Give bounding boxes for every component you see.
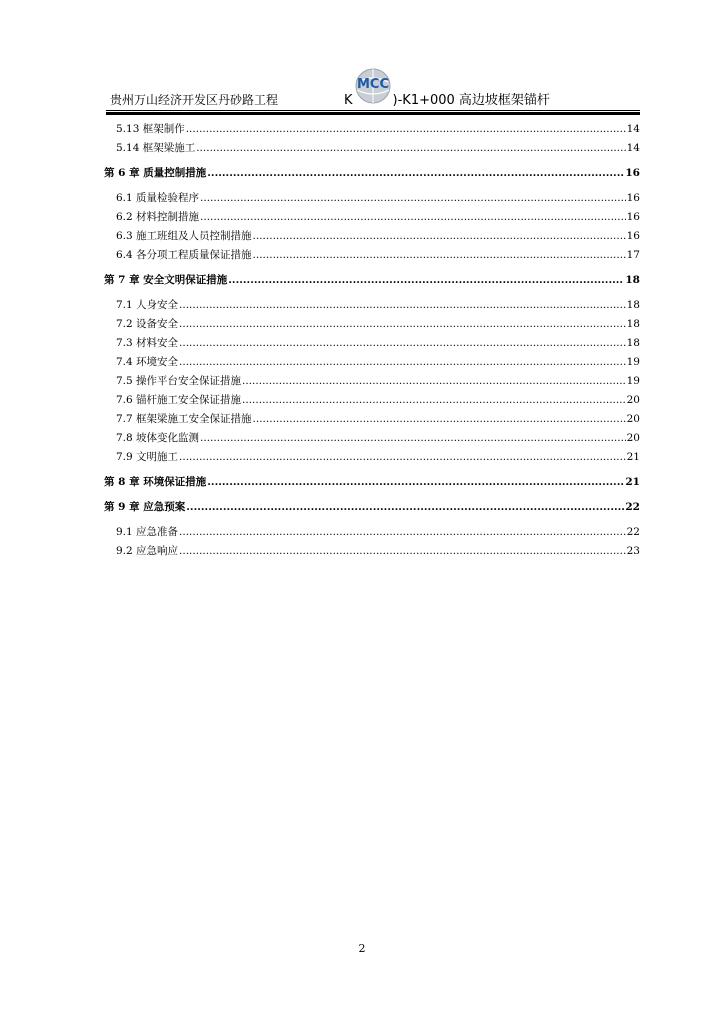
toc-entry-title: 5.14 框架梁施工 bbox=[116, 142, 196, 154]
toc-section-entry[interactable] bbox=[104, 120, 640, 139]
toc-entry-page: 16 bbox=[625, 167, 640, 179]
toc-entry-title: 6.1 质量检验程序 bbox=[116, 192, 200, 204]
toc-entry-title: 第 9 章 应急预案 bbox=[104, 501, 186, 513]
toc-entry-title: 6.4 各分项工程质量保证措施 bbox=[116, 249, 252, 261]
dot-leader bbox=[207, 164, 624, 183]
toc-section-entry[interactable] bbox=[104, 334, 640, 353]
toc-entry-page: 18 bbox=[626, 318, 640, 330]
dot-leader bbox=[242, 391, 626, 410]
toc-entry-page: 16 bbox=[626, 211, 640, 223]
toc-chapter-entry[interactable] bbox=[104, 473, 640, 492]
toc-section-entry[interactable] bbox=[104, 227, 640, 246]
toc-entry-title: 7.4 环境安全 bbox=[116, 356, 179, 368]
title-suffix: )-K1+000 高边坡框架锚杆 bbox=[392, 93, 550, 108]
page-number: 2 bbox=[358, 942, 366, 955]
toc-entry-page: 22 bbox=[625, 501, 640, 513]
toc-entry-title: 7.6 锚杆施工安全保证措施 bbox=[116, 394, 242, 406]
toc-section-entry[interactable] bbox=[104, 353, 640, 372]
dot-leader bbox=[179, 296, 626, 315]
toc-section-entry[interactable] bbox=[104, 448, 640, 467]
dot-leader bbox=[179, 523, 626, 542]
table-of-contents bbox=[104, 120, 640, 561]
toc-entry-title: 7.3 材料安全 bbox=[116, 337, 179, 349]
toc-chapter-entry[interactable] bbox=[104, 271, 640, 290]
toc-entry-title: 第 8 章 环境保证措施 bbox=[104, 476, 207, 488]
toc-entry-title: 7.7 框架梁施工安全保证措施 bbox=[116, 413, 252, 425]
dot-leader bbox=[179, 334, 626, 353]
toc-entry-title: 6.2 材料控制措施 bbox=[116, 211, 200, 223]
toc-entry-page: 19 bbox=[626, 356, 640, 368]
dot-leader bbox=[186, 498, 624, 517]
dot-leader bbox=[253, 410, 626, 429]
toc-entry-title: 7.5 操作平台安全保证措施 bbox=[116, 375, 242, 387]
project-title bbox=[344, 89, 550, 108]
dot-leader bbox=[179, 448, 626, 467]
title-prefix: K bbox=[344, 93, 353, 108]
toc-entry-title: 7.8 坡体变化监测 bbox=[116, 432, 200, 444]
toc-entry-page: 22 bbox=[626, 526, 640, 538]
toc-entry-title: 第 7 章 安全文明保证措施 bbox=[104, 274, 228, 286]
toc-entry-page: 21 bbox=[626, 451, 640, 463]
toc-entry-title: 第 6 章 质量控制措施 bbox=[104, 167, 207, 179]
toc-entry-page: 23 bbox=[626, 545, 640, 557]
project-name: 贵州万山经济开发区丹砂路工程 bbox=[110, 93, 279, 107]
dot-leader bbox=[253, 246, 626, 265]
page-header bbox=[106, 66, 640, 110]
dot-leader bbox=[253, 227, 626, 246]
toc-entry-page: 16 bbox=[626, 230, 640, 242]
header-rule-thick bbox=[106, 112, 640, 115]
toc-section-entry[interactable] bbox=[104, 429, 640, 448]
dot-leader bbox=[200, 208, 626, 227]
dot-leader bbox=[228, 271, 624, 290]
toc-section-entry[interactable] bbox=[104, 208, 640, 227]
dot-leader bbox=[200, 189, 626, 208]
toc-entry-page: 20 bbox=[626, 432, 640, 444]
dot-leader bbox=[207, 473, 624, 492]
toc-entry-page: 18 bbox=[626, 299, 640, 311]
toc-entry-title: 5.13 框架制作 bbox=[116, 123, 185, 135]
toc-section-entry[interactable] bbox=[104, 246, 640, 265]
toc-entry-title: 9.2 应急响应 bbox=[116, 545, 179, 557]
dot-leader bbox=[186, 120, 626, 139]
toc-entry-page: 14 bbox=[626, 142, 640, 154]
toc-entry-page: 18 bbox=[625, 274, 640, 286]
toc-entry-page: 17 bbox=[626, 249, 640, 261]
toc-chapter-entry[interactable] bbox=[104, 164, 640, 183]
toc-entry-page: 18 bbox=[626, 337, 640, 349]
toc-entry-page: 20 bbox=[626, 394, 640, 406]
toc-entry-title: 7.2 设备安全 bbox=[116, 318, 179, 330]
toc-entry-title: 7.9 文明施工 bbox=[116, 451, 179, 463]
toc-entry-title: 9.1 应急准备 bbox=[116, 526, 179, 538]
toc-section-entry[interactable] bbox=[104, 315, 640, 334]
toc-entry-page: 14 bbox=[626, 123, 640, 135]
toc-entry-page: 21 bbox=[625, 476, 640, 488]
toc-section-entry[interactable] bbox=[104, 189, 640, 208]
toc-section-entry[interactable] bbox=[104, 372, 640, 391]
toc-section-entry[interactable] bbox=[104, 523, 640, 542]
logo-text: MCC bbox=[356, 77, 390, 92]
header-rule-thin bbox=[106, 110, 640, 111]
dot-leader bbox=[196, 139, 625, 158]
dot-leader bbox=[179, 353, 626, 372]
dot-leader bbox=[200, 429, 626, 448]
dot-leader bbox=[179, 315, 626, 334]
toc-entry-title: 7.1 人身安全 bbox=[116, 299, 179, 311]
toc-chapter-entry[interactable] bbox=[104, 498, 640, 517]
toc-entry-page: 20 bbox=[626, 413, 640, 425]
toc-section-entry[interactable] bbox=[104, 410, 640, 429]
toc-section-entry[interactable] bbox=[104, 296, 640, 315]
toc-section-entry[interactable] bbox=[104, 542, 640, 561]
dot-leader bbox=[242, 372, 626, 391]
dot-leader bbox=[179, 542, 626, 561]
toc-entry-title: 6.3 施工班组及人员控制措施 bbox=[116, 230, 252, 242]
toc-section-entry[interactable] bbox=[104, 391, 640, 410]
toc-section-entry[interactable] bbox=[104, 139, 640, 158]
toc-entry-page: 16 bbox=[626, 192, 640, 204]
toc-entry-page: 19 bbox=[626, 375, 640, 387]
